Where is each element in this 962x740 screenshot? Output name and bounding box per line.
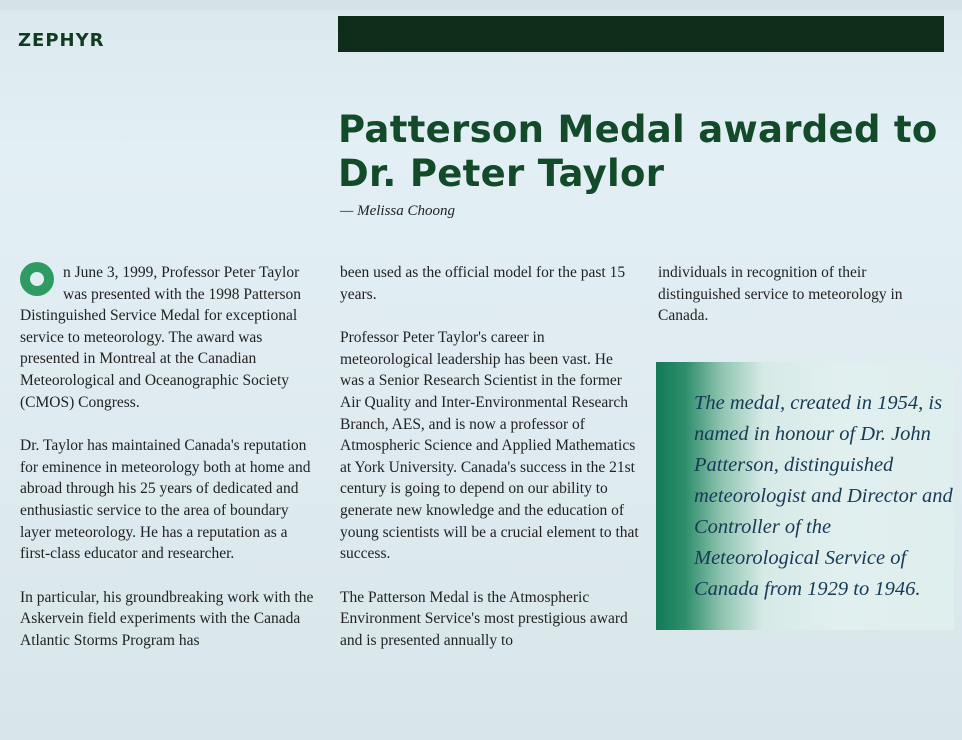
pullquote-text: The medal, created in 1954, is named in honour of Dr. John Patterson, distinguished meteorologist and Director and Controller of the Meteorological Service of Canada from 1929 to 1946. [694, 392, 953, 600]
paragraph: Professor Peter Taylor's career in meteorological leadership has been vast. He was a Senior Research Scientist in the former Air Quality and Inter-Environmental Research Branch, AES, and is now a professor of Atmospheric Science and Applied Mathematics at York University. Canada's success in the 21st century is going to depend on our ability to generate new knowledge and the education of young scientists will be a crucial element to that success. [340, 329, 639, 563]
paragraph: The Patterson Medal is the Atmospheric Environment Service's most prestigious award and is presented annually to [340, 588, 628, 649]
article-column-2 [340, 262, 640, 674]
paragraph: In particular, his groundbreaking work with the Askervein field experiments with the Canada Atlantic Storms Program has [20, 588, 314, 649]
article-column-1 [20, 262, 320, 674]
header-bar [338, 16, 944, 52]
magazine-name: ZEPHYR [18, 30, 105, 51]
paragraph: been used as the official model for the past 15 years. [340, 264, 626, 303]
page-top-edge [0, 0, 962, 10]
article-byline: — Melissa Choong [340, 203, 456, 219]
dropcap-o-icon [20, 262, 54, 296]
paragraph: Dr. Taylor has maintained Canada's reputation for eminence in meteorology both at home and abroad through his 25 years of dedicated and enthusiastic service to the area of boundary layer meteorology. He has a reputation as a first-class educator and researcher. [20, 437, 311, 563]
paragraph: individuals in recognition of their distinguished service to meteorology in Canada. [658, 264, 903, 325]
article-headline: Patterson Medal awarded to Dr. Peter Taylor [338, 108, 938, 195]
article-column-3 [658, 262, 948, 349]
paragraph: n June 3, 1999, Professor Peter Taylor was presented with the 1998 Patterson Distinguished Service Medal for exceptional service to meteorology. The award was presented in Montreal at the Canadian Meteorological and Oceanographic Society (CMOS) Congress. [20, 264, 302, 411]
